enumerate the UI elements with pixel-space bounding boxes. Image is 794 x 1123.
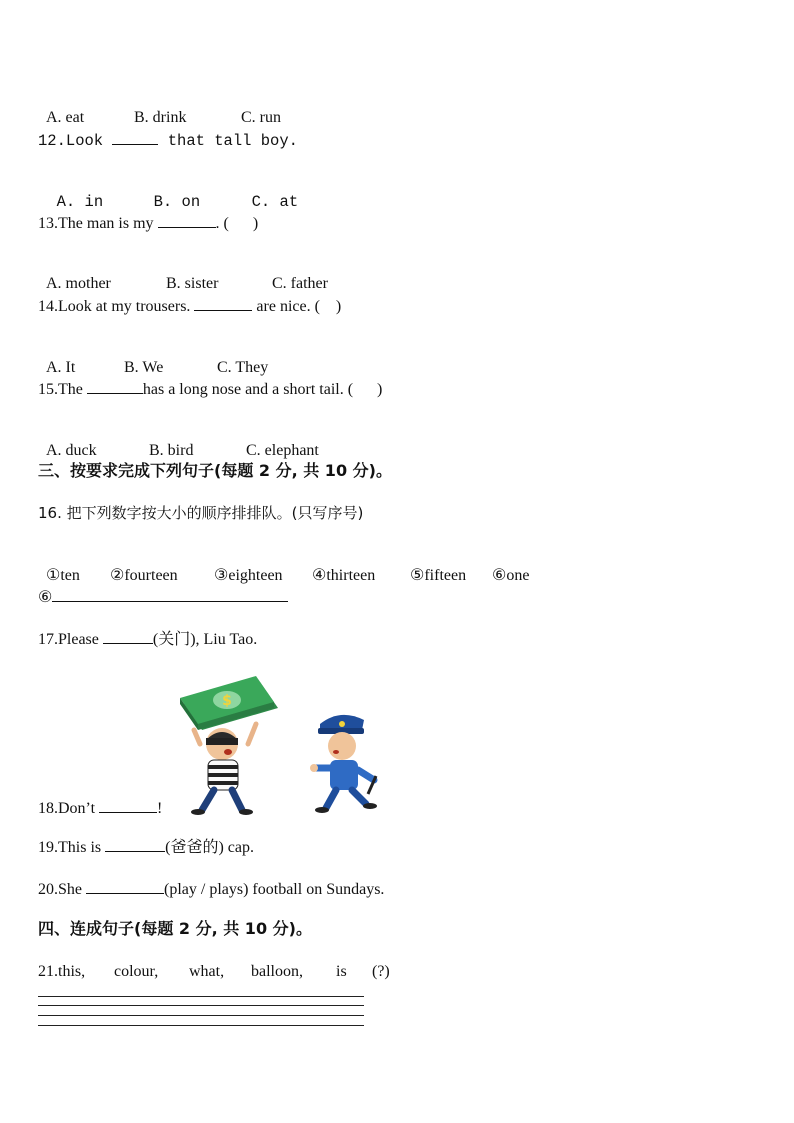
- writing-line[interactable]: [38, 996, 364, 997]
- question-21-number: 21.: [38, 963, 58, 980]
- police-officer-icon: [310, 715, 377, 813]
- option-b[interactable]: B. We: [124, 359, 164, 376]
- word-item: colour,: [114, 963, 159, 980]
- dollar-sign: $: [222, 693, 232, 709]
- answer-marker: ⑥: [38, 589, 53, 606]
- number-item: ⑥one: [492, 567, 530, 584]
- writing-line[interactable]: [38, 1015, 364, 1016]
- question-18-suffix: !: [157, 800, 163, 817]
- option-c[interactable]: C. at: [251, 193, 299, 211]
- question-13-prefix: 13.The man is my: [38, 215, 158, 232]
- thief-and-police-illustration: [170, 672, 400, 822]
- answer-blank[interactable]: [194, 296, 252, 311]
- writing-line[interactable]: [38, 1005, 364, 1006]
- option-c[interactable]: C. elephant: [246, 442, 319, 459]
- option-c[interactable]: C. They: [217, 359, 269, 376]
- number-item: ②fourteen: [110, 567, 178, 584]
- number-item: ⑤fifteen: [410, 567, 467, 584]
- question-15: [38, 379, 382, 400]
- answer-blank[interactable]: [52, 587, 288, 602]
- section-3-heading: 三、按要求完成下列句子(每题 2 分, 共 10 分)。: [38, 461, 392, 480]
- question-15-suffix: has a long nose and a short tail. ( ): [142, 381, 383, 398]
- thief-icon: [191, 724, 256, 815]
- word-item: balloon,: [251, 963, 303, 980]
- question-21: [38, 962, 390, 982]
- option-a[interactable]: A. It: [46, 359, 76, 376]
- question-12: [38, 130, 298, 151]
- answer-blank[interactable]: [158, 213, 216, 228]
- option-a[interactable]: A. in: [56, 193, 104, 211]
- question-13-suffix: . ( ): [215, 215, 259, 232]
- answer-blank[interactable]: [86, 879, 164, 894]
- question-19-prefix: 19.This is: [38, 839, 106, 856]
- option-a[interactable]: A. duck: [46, 442, 97, 459]
- question-13: [38, 213, 258, 234]
- answer-blank[interactable]: [87, 379, 143, 394]
- q14-options: [38, 338, 268, 378]
- question-14-prefix: 14.Look at my trousers.: [38, 298, 195, 315]
- word-item: (?): [372, 963, 390, 980]
- option-a[interactable]: A. eat: [46, 109, 85, 126]
- word-item: is: [336, 963, 347, 980]
- answer-blank[interactable]: [99, 798, 157, 813]
- question-14-suffix: are nice. ( ): [252, 298, 342, 315]
- number-item: ①ten: [46, 567, 80, 584]
- number-item: ③eighteen: [214, 567, 283, 584]
- question-18: [38, 798, 162, 819]
- question-19: [38, 837, 254, 858]
- question-12-prefix: 12.Look: [38, 132, 113, 150]
- word-item: what,: [189, 963, 225, 980]
- question-12-suffix: that tall boy.: [158, 132, 298, 150]
- q13-options: [38, 254, 328, 294]
- number-item: ④thirteen: [312, 567, 376, 584]
- option-a[interactable]: A. mother: [46, 275, 111, 292]
- question-15-prefix: 15.The: [38, 381, 87, 398]
- answer-blank[interactable]: [103, 629, 153, 644]
- question-17-suffix: (关门), Liu Tao.: [152, 631, 258, 648]
- question-20-suffix: (play / plays) football on Sundays.: [164, 881, 385, 898]
- q11-options: [38, 88, 281, 128]
- question-16: 16. 把下列数字按大小的顺序排排队。(只写序号): [38, 504, 364, 522]
- q16-answer-line: [38, 587, 288, 608]
- answer-blank[interactable]: [105, 837, 165, 852]
- question-17: [38, 629, 257, 650]
- option-c[interactable]: C. father: [272, 275, 328, 292]
- option-b[interactable]: B. sister: [166, 275, 219, 292]
- option-c[interactable]: C. run: [241, 109, 281, 126]
- word-item: this,: [58, 963, 86, 980]
- question-20-prefix: 20.She: [38, 881, 86, 898]
- question-14: [38, 296, 341, 317]
- option-b[interactable]: B. on: [153, 193, 201, 211]
- option-b[interactable]: B. drink: [134, 109, 187, 126]
- question-18-prefix: 18.Don’t: [38, 800, 100, 817]
- option-b[interactable]: B. bird: [149, 442, 194, 459]
- section-4-heading: 四、连成句子(每题 2 分, 共 10 分)。: [38, 919, 312, 938]
- question-20: [38, 879, 384, 900]
- answer-blank[interactable]: [112, 130, 158, 145]
- q15-options: [38, 421, 319, 461]
- question-19-suffix: (爸爸的) cap.: [165, 839, 254, 856]
- question-17-prefix: 17.Please: [38, 631, 103, 648]
- q12-options: [38, 172, 298, 212]
- writing-line[interactable]: [38, 1025, 364, 1026]
- q16-number-list: [38, 546, 529, 586]
- money-stack-icon: [180, 676, 278, 730]
